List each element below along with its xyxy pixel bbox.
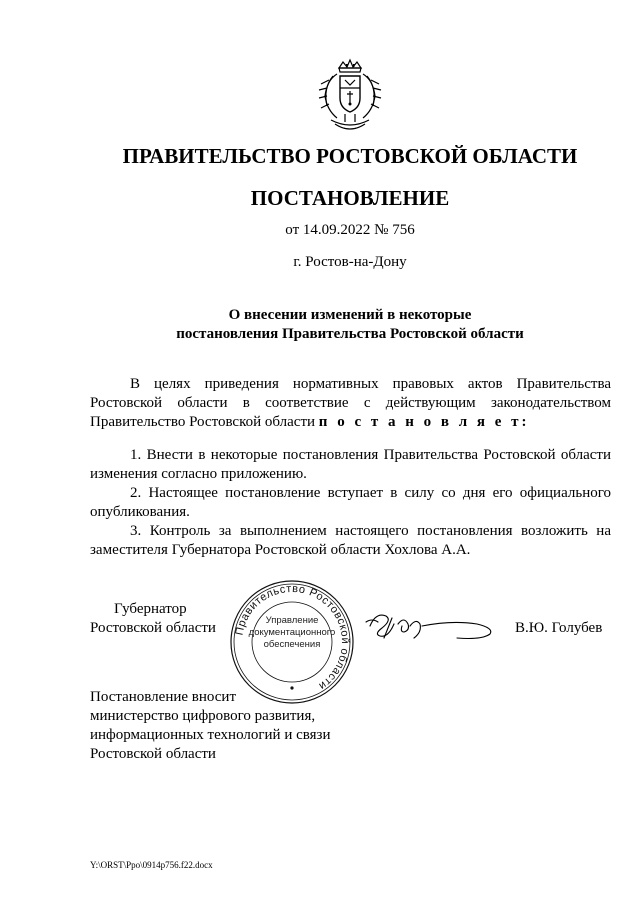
stamp-inner-line-3: обеспечения — [263, 639, 321, 650]
resolution-item-1: 1. Внести в некоторые постановления Правительства Ростовской области изменения согласно приложению. — [90, 447, 611, 482]
document-subject — [0, 306, 640, 344]
footer-file-path: Y:\ORST\Ppo\0914p756.f22.docx — [90, 860, 213, 870]
resolution-item-2: 2. Настоящее постановление вступает в силу со дня его официального опубликования. — [90, 485, 611, 520]
stamp-inner-line-2: документационного — [248, 627, 336, 638]
subject-line-1: О внесении изменений в некоторые — [228, 307, 472, 323]
document-city: г. Ростов-на-Дону — [293, 254, 407, 270]
stamp-inner-line-1: Управление — [265, 615, 319, 626]
submitter-line-2: министерство цифрового развития, — [90, 708, 316, 724]
stamp-ring-text: Правительство Ростовской области — [233, 582, 352, 693]
submitter-block — [90, 688, 390, 764]
resolution-items — [90, 446, 611, 560]
subject-line-2: постановления Правительства Ростовской области — [176, 326, 524, 342]
document-date-number: от 14.09.2022 № 756 — [285, 222, 415, 238]
signer-title-line-2: Ростовской области — [90, 620, 216, 636]
signer-title — [90, 600, 230, 638]
handwritten-signature — [362, 598, 497, 648]
resolution-item-3: 3. Контроль за выполнением настоящего постановления возложить на заместителя Губернатора Ростовской области Хохлова А.А. — [90, 523, 611, 558]
document-type: ПОСТАНОВЛЕНИЕ — [250, 186, 450, 210]
signer-title-line-1: Губернатор — [114, 601, 187, 617]
submitter-line-4: Ростовской области — [90, 746, 216, 762]
government-title: ПРАВИТЕЛЬСТВО РОСТОВСКОЙ ОБЛАСТИ — [122, 144, 578, 168]
coat-of-arms-emblem — [315, 58, 385, 138]
stamp-inner-text — [247, 615, 337, 651]
preamble-paragraph — [90, 375, 611, 432]
submitter-line-1: Постановление вносит — [90, 689, 237, 705]
preamble-text: В целях приведения нормативных правовых актов Правительства Ростовской области в соответствие с действующим законодательством Правительство Ростовской области — [90, 376, 611, 430]
decree-word: п о с т а н о в л я е т: — [318, 414, 530, 430]
signer-name: В.Ю. Голубев — [515, 620, 603, 636]
submitter-line-3: информационных технологий и связи — [90, 727, 331, 743]
